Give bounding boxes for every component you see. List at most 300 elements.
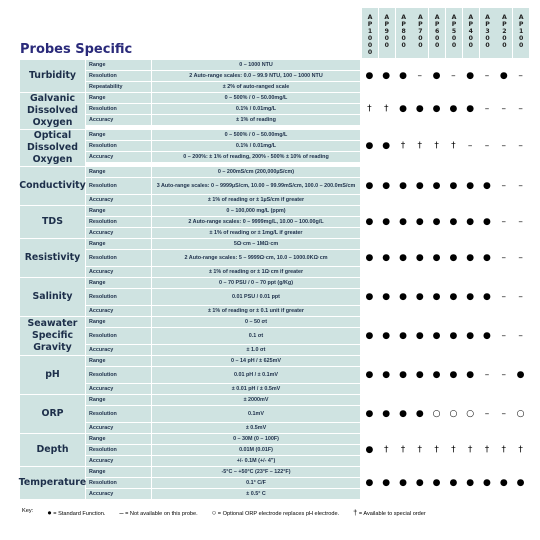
availability-marks bbox=[361, 456, 530, 466]
availability-mark: – bbox=[417, 70, 423, 81]
availability-mark: ● bbox=[365, 180, 374, 191]
property-rows bbox=[86, 278, 530, 316]
spec-row-label: Accuracy bbox=[86, 384, 152, 394]
availability-mark: ● bbox=[432, 216, 441, 227]
availability-mark: ● bbox=[449, 477, 458, 488]
model-label-char: 0 bbox=[367, 49, 373, 56]
availability-marks bbox=[361, 152, 530, 162]
availability-mark: – bbox=[484, 70, 490, 81]
spec-row bbox=[86, 278, 530, 289]
property-group bbox=[20, 395, 530, 434]
spec-row bbox=[86, 467, 530, 478]
model-label-char: A bbox=[468, 14, 474, 21]
availability-mark: – bbox=[501, 369, 507, 380]
property-name: Temperature bbox=[20, 467, 86, 499]
availability-mark: ● bbox=[466, 330, 475, 341]
model-label-char: A bbox=[501, 14, 507, 21]
availability-mark: ● bbox=[382, 140, 391, 151]
model-label-char: 8 bbox=[401, 28, 406, 35]
spec-row bbox=[86, 60, 530, 71]
spec-row-label: Accuracy bbox=[86, 152, 152, 162]
spec-row bbox=[86, 71, 530, 82]
availability-mark: ● bbox=[449, 252, 458, 263]
spec-row bbox=[86, 317, 530, 328]
availability-mark: – bbox=[518, 180, 523, 191]
availability-mark: ● bbox=[399, 70, 407, 81]
spec-row bbox=[86, 152, 530, 162]
key-prefix: Key: bbox=[22, 508, 34, 514]
availability-mark: ● bbox=[415, 291, 424, 302]
spec-value: ± 1% of reading or ± 1µS/cm if greater bbox=[152, 195, 361, 205]
spec-row-label: Resolution bbox=[86, 217, 152, 227]
availability-mark: – bbox=[518, 70, 523, 81]
model-label-char: P bbox=[384, 21, 390, 28]
availability-marks bbox=[361, 130, 530, 140]
spec-row bbox=[86, 478, 530, 489]
spec-value: 0 – 30M (0 – 100F) bbox=[152, 434, 361, 444]
model-label-char: 0 bbox=[468, 42, 473, 49]
model-label-char: 5 bbox=[451, 28, 457, 35]
availability-mark: – bbox=[501, 408, 507, 419]
availability-mark: ● bbox=[382, 369, 391, 380]
spec-row bbox=[86, 434, 530, 445]
property-rows bbox=[86, 434, 530, 466]
model-column-header bbox=[379, 8, 395, 58]
availability-mark: ● bbox=[432, 330, 441, 341]
availability-mark: ● bbox=[382, 291, 391, 302]
spec-row bbox=[86, 206, 530, 217]
key-item bbox=[47, 508, 105, 517]
model-label-char: 1 bbox=[367, 28, 373, 35]
model-label-char: 0 bbox=[384, 42, 389, 49]
availability-marks bbox=[361, 60, 530, 70]
spec-value: 0 – 200mS/cm (200,000µS/cm) bbox=[152, 167, 361, 177]
spec-value: 0.01 PSU / 0.01 ppt bbox=[152, 289, 361, 305]
legend-key bbox=[22, 508, 426, 517]
model-column-header bbox=[496, 8, 512, 58]
spec-row-label: Resolution bbox=[86, 104, 152, 114]
availability-mark: ● bbox=[382, 330, 391, 341]
availability-mark: ● bbox=[466, 180, 475, 191]
model-column-header bbox=[362, 8, 378, 58]
availability-mark: † bbox=[434, 444, 439, 455]
spec-value: ± 0.5mV bbox=[152, 423, 361, 433]
key-symbol: ○ bbox=[211, 508, 217, 517]
availability-marks bbox=[361, 317, 530, 327]
property-group bbox=[20, 467, 530, 500]
spec-row bbox=[86, 217, 530, 228]
spec-row bbox=[86, 178, 530, 195]
availability-mark: ● bbox=[483, 330, 491, 341]
property-name: Conductivity bbox=[20, 167, 86, 205]
key-symbol: ● bbox=[47, 508, 52, 517]
spec-value: 0 – 70 PSU / 0 – 70 ppt (g/Kg) bbox=[152, 278, 361, 288]
key-text: = Not available on this probe. bbox=[123, 511, 198, 517]
availability-mark: † bbox=[400, 140, 406, 151]
availability-marks bbox=[361, 195, 530, 205]
availability-marks bbox=[361, 178, 530, 194]
availability-marks bbox=[361, 206, 530, 216]
spec-row bbox=[86, 115, 530, 125]
spec-row bbox=[86, 93, 530, 104]
availability-mark: ● bbox=[399, 252, 407, 263]
property-group bbox=[20, 356, 530, 395]
spec-row-label: Accuracy bbox=[86, 423, 152, 433]
spec-value: -5°C – +50°C (23°F – 122°F) bbox=[152, 467, 361, 477]
spec-row-label: Accuracy bbox=[86, 345, 152, 355]
availability-mark: † bbox=[417, 140, 423, 151]
availability-mark: ● bbox=[449, 180, 458, 191]
spec-row-label: Resolution bbox=[86, 478, 152, 488]
model-label-char: 6 bbox=[435, 28, 440, 35]
availability-marks bbox=[361, 104, 530, 114]
availability-mark: ● bbox=[432, 103, 441, 114]
spec-row-label: Resolution bbox=[86, 289, 152, 305]
availability-mark: ● bbox=[382, 180, 391, 191]
availability-mark: ● bbox=[365, 444, 374, 455]
availability-mark: ● bbox=[466, 103, 475, 114]
availability-mark: ● bbox=[415, 477, 424, 488]
availability-mark: ● bbox=[499, 477, 508, 488]
key-text: = Available to special order bbox=[357, 511, 426, 517]
model-label-char: 0 bbox=[519, 35, 524, 42]
model-column-header bbox=[463, 8, 479, 58]
model-label-char: A bbox=[401, 14, 406, 21]
availability-mark: – bbox=[501, 140, 507, 151]
model-label-char: P bbox=[485, 21, 490, 28]
availability-mark: ● bbox=[415, 103, 424, 114]
model-label-char: P bbox=[468, 21, 474, 28]
spec-row-label: Repeatability bbox=[86, 82, 152, 92]
model-column-header bbox=[446, 8, 462, 58]
availability-marks bbox=[361, 306, 530, 316]
spec-value: 2 Auto-range scales: 0 – 9999mg/L, 10.00 – 100.00g/L bbox=[152, 217, 361, 227]
property-group bbox=[20, 278, 530, 317]
spec-row bbox=[86, 423, 530, 433]
spec-row-label: Accuracy bbox=[86, 228, 152, 238]
availability-marks bbox=[361, 345, 530, 355]
availability-mark: † bbox=[484, 444, 490, 455]
model-label-char: 4 bbox=[468, 28, 473, 35]
property-group bbox=[20, 93, 530, 130]
property-name: TDS bbox=[20, 206, 86, 238]
availability-mark: † bbox=[501, 444, 507, 455]
availability-mark: – bbox=[518, 252, 523, 263]
availability-mark: † bbox=[451, 140, 456, 151]
availability-mark: ● bbox=[382, 216, 391, 227]
model-label-char: 0 bbox=[367, 35, 373, 42]
spec-row-label: Accuracy bbox=[86, 267, 152, 277]
spec-row bbox=[86, 306, 530, 316]
spec-value: ± 1% of reading bbox=[152, 115, 361, 125]
availability-mark: ● bbox=[432, 180, 441, 191]
spec-value: 2 Auto-range scales: 5 – 9999Ω·cm, 10.0 – 1000.0KΩ·cm bbox=[152, 250, 361, 266]
availability-marks bbox=[361, 328, 530, 344]
availability-marks bbox=[361, 384, 530, 394]
availability-mark: ○ bbox=[466, 408, 475, 419]
availability-mark: ● bbox=[399, 477, 407, 488]
availability-mark: ● bbox=[399, 216, 407, 227]
availability-mark: † bbox=[518, 444, 523, 455]
availability-mark: ● bbox=[449, 216, 458, 227]
availability-mark: ● bbox=[466, 252, 475, 263]
availability-mark: ● bbox=[415, 180, 424, 191]
property-rows bbox=[86, 130, 530, 166]
property-name: Seawater Specific Gravity bbox=[20, 317, 86, 355]
availability-mark: ● bbox=[399, 330, 407, 341]
availability-mark: – bbox=[518, 291, 523, 302]
model-label-char: A bbox=[518, 14, 524, 21]
spec-row bbox=[86, 395, 530, 406]
model-label-char: P bbox=[434, 21, 440, 28]
model-label-char: P bbox=[518, 21, 524, 28]
model-label-char: 0 bbox=[468, 35, 473, 42]
spec-value: ± 0.01 pH / ± 0.5mV bbox=[152, 384, 361, 394]
spec-value: 0 – 1000 NTU bbox=[152, 60, 361, 70]
property-name: Optical Dissolved Oxygen bbox=[20, 130, 86, 166]
model-label-char: 0 bbox=[401, 35, 406, 42]
availability-mark: ○ bbox=[516, 408, 525, 419]
property-group bbox=[20, 206, 530, 239]
spec-row bbox=[86, 250, 530, 267]
availability-marks bbox=[361, 367, 530, 383]
availability-mark: ● bbox=[466, 369, 475, 380]
spec-value: ± 0.5° C bbox=[152, 489, 361, 499]
availability-mark: ● bbox=[399, 180, 407, 191]
availability-mark: ● bbox=[483, 216, 491, 227]
spec-row-label: Resolution bbox=[86, 250, 152, 266]
model-label-char: P bbox=[451, 21, 457, 28]
key-text: = Optional ORP electrode replaces pH electrode. bbox=[216, 511, 340, 517]
model-label-char: 0 bbox=[401, 42, 406, 49]
availability-marks bbox=[361, 115, 530, 125]
availability-mark: ● bbox=[432, 291, 441, 302]
availability-mark: – bbox=[518, 330, 523, 341]
model-label-char: 0 bbox=[451, 42, 457, 49]
availability-mark: ● bbox=[466, 216, 475, 227]
availability-marks bbox=[361, 93, 530, 103]
model-label-char: A bbox=[451, 14, 457, 21]
spec-row bbox=[86, 141, 530, 152]
availability-marks bbox=[361, 217, 530, 227]
spec-row-label: Resolution bbox=[86, 71, 152, 81]
availability-mark: ● bbox=[365, 140, 374, 151]
model-label-char: 3 bbox=[485, 28, 490, 35]
spec-value: 0.01 pH / ± 0.1mV bbox=[152, 367, 361, 383]
availability-mark: ● bbox=[466, 70, 475, 81]
model-column-header bbox=[513, 8, 529, 58]
model-label-char: 0 bbox=[435, 35, 440, 42]
spec-row-label: Resolution bbox=[86, 141, 152, 151]
model-column-header bbox=[480, 8, 496, 58]
spec-row bbox=[86, 267, 530, 277]
property-group bbox=[20, 434, 530, 467]
availability-mark: ● bbox=[415, 408, 424, 419]
model-label-char: 0 bbox=[384, 35, 389, 42]
spec-row bbox=[86, 356, 530, 367]
model-label-char: 0 bbox=[435, 42, 440, 49]
spec-row bbox=[86, 489, 530, 499]
availability-mark: – bbox=[501, 180, 507, 191]
availability-marks bbox=[361, 467, 530, 477]
spec-row bbox=[86, 195, 530, 205]
property-name: Salinity bbox=[20, 278, 86, 316]
model-label-char: P bbox=[367, 21, 373, 28]
model-label-char: 9 bbox=[384, 28, 389, 35]
spec-value: 0.1% / 0.01mg/L bbox=[152, 141, 361, 151]
property-name: Turbidity bbox=[20, 60, 86, 92]
availability-marks bbox=[361, 406, 530, 422]
availability-mark: ● bbox=[365, 216, 374, 227]
availability-marks bbox=[361, 239, 530, 249]
availability-mark: ● bbox=[449, 330, 458, 341]
availability-mark: ● bbox=[399, 291, 407, 302]
property-rows bbox=[86, 239, 530, 277]
availability-mark: ● bbox=[483, 477, 491, 488]
spec-row bbox=[86, 406, 530, 423]
availability-marks bbox=[361, 489, 530, 499]
availability-mark: ● bbox=[382, 70, 391, 81]
key-item bbox=[212, 508, 339, 517]
spec-row bbox=[86, 384, 530, 394]
availability-mark: † bbox=[367, 103, 372, 114]
property-name: Resistivity bbox=[20, 239, 86, 277]
model-label-char: 0 bbox=[418, 42, 423, 49]
spec-row bbox=[86, 239, 530, 250]
spec-row bbox=[86, 445, 530, 456]
spec-row bbox=[86, 104, 530, 115]
spec-row-label: Range bbox=[86, 60, 152, 70]
model-label-char: A bbox=[367, 14, 373, 21]
availability-mark: ● bbox=[382, 408, 391, 419]
availability-marks bbox=[361, 167, 530, 177]
property-name: Galvanic Dissolved Oxygen bbox=[20, 93, 86, 129]
spec-row-label: Resolution bbox=[86, 367, 152, 383]
property-rows bbox=[86, 467, 530, 499]
model-label-char: A bbox=[417, 14, 423, 21]
availability-mark: † bbox=[417, 444, 423, 455]
property-name: pH bbox=[20, 356, 86, 394]
key-item bbox=[353, 508, 426, 517]
availability-mark: † bbox=[434, 140, 439, 151]
availability-mark: ● bbox=[415, 330, 424, 341]
availability-marks bbox=[361, 250, 530, 266]
availability-mark: – bbox=[501, 330, 507, 341]
model-column-header bbox=[412, 8, 428, 58]
availability-mark: ● bbox=[365, 70, 374, 81]
spec-row-label: Accuracy bbox=[86, 456, 152, 466]
property-rows bbox=[86, 206, 530, 238]
availability-mark: ● bbox=[399, 103, 407, 114]
availability-marks bbox=[361, 228, 530, 238]
availability-mark: ● bbox=[399, 408, 407, 419]
availability-mark: ● bbox=[483, 252, 491, 263]
availability-marks bbox=[361, 423, 530, 433]
availability-mark: ● bbox=[415, 216, 424, 227]
property-rows bbox=[86, 93, 530, 129]
page-title: Probes Specific bbox=[20, 42, 133, 57]
property-rows bbox=[86, 60, 530, 92]
model-label-char: 0 bbox=[451, 35, 457, 42]
availability-mark: ● bbox=[365, 330, 374, 341]
key-symbol: – bbox=[119, 508, 124, 517]
property-group bbox=[20, 239, 530, 278]
availability-mark: – bbox=[518, 216, 523, 227]
availability-marks bbox=[361, 278, 530, 288]
availability-mark: – bbox=[518, 140, 523, 151]
availability-mark: – bbox=[467, 140, 473, 151]
availability-mark: – bbox=[451, 70, 456, 81]
spec-row bbox=[86, 367, 530, 384]
model-label-char: 0 bbox=[367, 42, 373, 49]
model-header bbox=[362, 8, 530, 58]
availability-marks bbox=[361, 267, 530, 277]
property-rows bbox=[86, 356, 530, 394]
model-label-char: 1 bbox=[519, 28, 524, 35]
availability-marks bbox=[361, 434, 530, 444]
availability-mark: ● bbox=[449, 103, 458, 114]
spec-row bbox=[86, 167, 530, 178]
spec-value: 5Ω·cm – 1MΩ·cm bbox=[152, 239, 361, 249]
property-group bbox=[20, 317, 530, 356]
availability-mark: ● bbox=[365, 408, 374, 419]
spec-value: 0 – 500% / 0 – 50.00mg/L bbox=[152, 130, 361, 140]
availability-marks bbox=[361, 82, 530, 92]
availability-mark: ● bbox=[432, 252, 441, 263]
availability-mark: ● bbox=[365, 369, 374, 380]
availability-marks bbox=[361, 395, 530, 405]
availability-mark: ● bbox=[516, 477, 525, 488]
availability-mark: ○ bbox=[449, 408, 458, 419]
availability-marks bbox=[361, 71, 530, 81]
availability-mark: – bbox=[501, 252, 507, 263]
availability-mark: – bbox=[484, 140, 490, 151]
availability-mark: ● bbox=[516, 369, 525, 380]
spec-table bbox=[20, 60, 530, 500]
spec-row-label: Range bbox=[86, 239, 152, 249]
property-rows bbox=[86, 395, 530, 433]
spec-value: 2 Auto-range scales: 0.0 – 99.9 NTU, 100 – 1000 NTU bbox=[152, 71, 361, 81]
availability-mark: ● bbox=[399, 369, 407, 380]
spec-value: ± 1% of reading or ± 0.1 unit if greater bbox=[152, 306, 361, 316]
availability-mark: † bbox=[383, 444, 389, 455]
availability-mark: ● bbox=[466, 291, 475, 302]
spec-value: 0 – 100,000 mg/L (ppm) bbox=[152, 206, 361, 216]
property-group bbox=[20, 60, 530, 93]
spec-row-label: Range bbox=[86, 167, 152, 177]
availability-mark: ○ bbox=[432, 408, 441, 419]
availability-mark: ● bbox=[382, 252, 391, 263]
availability-mark: – bbox=[518, 103, 523, 114]
availability-mark: – bbox=[501, 291, 507, 302]
model-label-char: A bbox=[485, 14, 490, 21]
spec-value: 0 – 500% / 0 – 50.00mg/L bbox=[152, 93, 361, 103]
spec-row bbox=[86, 328, 530, 345]
spec-row-label: Range bbox=[86, 130, 152, 140]
model-label-char: P bbox=[502, 21, 507, 28]
property-group bbox=[20, 130, 530, 167]
availability-mark: † bbox=[451, 444, 456, 455]
property-name: ORP bbox=[20, 395, 86, 433]
availability-marks bbox=[361, 478, 530, 488]
model-label-char: 0 bbox=[485, 35, 490, 42]
spec-row bbox=[86, 130, 530, 141]
spec-value: 0 – 14 pH / ± 625mV bbox=[152, 356, 361, 366]
spec-row bbox=[86, 82, 530, 92]
spec-value: ± 1% of reading or ± 1Ω·cm if greater bbox=[152, 267, 361, 277]
spec-value: 0 – 50 σt bbox=[152, 317, 361, 327]
spec-value: 0.1 σt bbox=[152, 328, 361, 344]
